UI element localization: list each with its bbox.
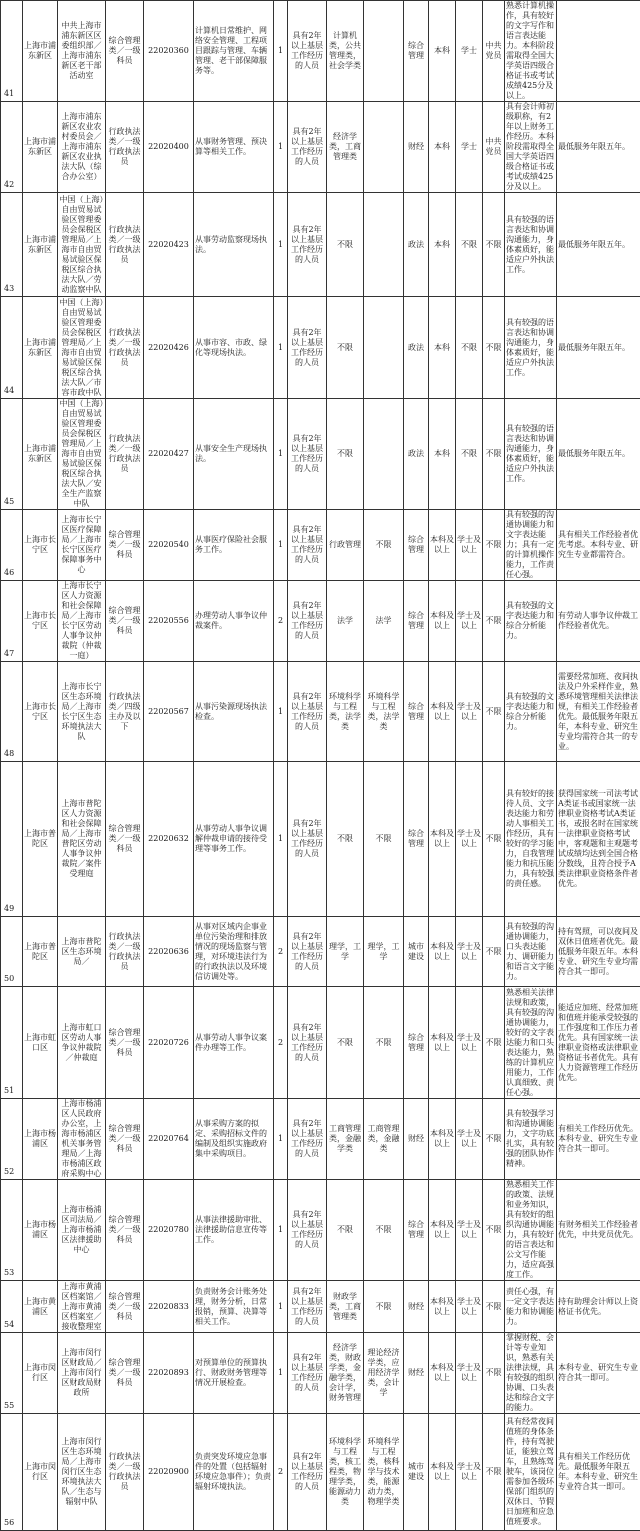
remarks: 持有驾照，可以夜间及双休日值班者优先。最低服务年限五年。本科专业、研究生专业均需符合其一即可。 [557,917,640,987]
position-number: 46 [1,510,23,581]
job-description: 从事劳动监察现场执法。 [194,193,274,297]
position-code: 22020400 [144,102,194,193]
degree: 学士及以上 [456,1414,483,1531]
undergraduate-major: 环境科学与工程类，核工程类，物理学类，能源动力类 [327,1414,364,1531]
experience-requirement: 具有2年以上基层工作经历的人员 [288,917,327,987]
job-description: 从事市容、市政、绿化等现场执法。 [194,297,274,399]
political-status: 中共党员 [483,1,505,102]
experience-requirement: 具有2年以上基层工作经历的人员 [288,1180,327,1281]
position-code: 22020780 [144,1180,194,1281]
education: 本科 [429,102,456,193]
position-code: 22020893 [144,1333,194,1414]
experience-requirement: 具有2年以上基层工作经历的人员 [288,762,327,917]
hire-count: 1 [274,1099,288,1180]
position-category: 行政执法类／一级行政执法员 [106,193,144,297]
remarks: 需要经常加班、夜间执法及户外采样作业，熟悉环境管理相关法律法规，有相关工作经验者优先。最低服务年限五年，本科专业、研究生专业均需符合其一的专业。 [557,662,640,762]
experience-requirement: 具有2年以上基层工作经历的人员 [288,1281,327,1333]
position-category: 综合管理类／一级科员 [106,510,144,581]
position-category: 综合管理类／一级科员 [106,1180,144,1281]
table-row [1,1,640,102]
exam-category: 综合管理 [404,762,429,917]
district: 上海市闵行区 [23,1333,58,1414]
position-number: 47 [1,581,23,662]
position-number: 51 [1,987,23,1099]
graduate-major: 环境科学与工程类，法学类 [364,662,404,762]
hire-count: 1 [274,1,288,102]
experience-requirement: 具有2年以上基层工作经历的人员 [288,581,327,662]
exam-category: 财经 [404,1281,429,1333]
graduate-major [364,399,404,510]
other-requirements: 熟悉相关法律法规和政策，具有较强的沟通协调能力，较好的文字表达能力和口头表达能力，熟练的计算机应用能力，工作认真细致、责任心强。 [505,987,557,1099]
remarks: 具有相关工作经验者优先考虑。本科专业、研究生专业都需符合。 [557,510,640,581]
experience-requirement: 具有2年以上基层工作经历的人员 [288,1,327,102]
position-number: 53 [1,1180,23,1281]
exam-category: 政法 [404,193,429,297]
graduate-major [364,1,404,102]
district: 上海市浦东新区 [23,1,58,102]
table-body [1,1,640,1531]
table-row [1,399,640,510]
experience-requirement: 具有2年以上基层工作经历的人员 [288,193,327,297]
job-description: 从事采购方案的拟定、采购招标文件的编制及组织实施政府集中采购项目。 [194,1099,274,1180]
exam-category: 财经 [404,1099,429,1180]
exam-category: 综合管理 [404,662,429,762]
graduate-major [364,193,404,297]
exam-category: 综合管理 [404,1180,429,1281]
district: 上海市虹口区 [23,987,58,1099]
education: 本科 [429,1,456,102]
other-requirements: 熟悉相关工作的政策、法规和业务知识，具有较好的组织沟通协调能力，具有较好的语言表达和公文写作能力，适应高强度工作。 [505,1180,557,1281]
education: 本科及以上 [429,1180,456,1281]
table-row [1,1281,640,1333]
political-status: 不限 [483,193,505,297]
political-status: 中共党员 [483,102,505,193]
hire-count: 1 [274,399,288,510]
education: 本科 [429,297,456,399]
job-description: 从事法律援助审批、法律援助信息宣传等工作。 [194,1180,274,1281]
exam-category: 综合管理 [404,510,429,581]
education: 本科及以上 [429,510,456,581]
political-status: 不限 [483,399,505,510]
position-number: 48 [1,662,23,762]
degree: 学士 [456,102,483,193]
table-row [1,1099,640,1180]
district: 上海市杨浦区 [23,1180,58,1281]
job-description: 从事对区域内企事业单位污染治理和排放情况的现场监察与管理，对环境违法行为的行政执法以及环境信访调处等。 [194,917,274,987]
remarks: 最低服务年限五年。 [557,193,640,297]
degree: 学士及以上 [456,1180,483,1281]
job-description: 负责突发环境应急事件的处置（包括辐射环境应急事件）；负责辐射环境执法。 [194,1414,274,1531]
position-category: 综合管理类／一级科员 [106,581,144,662]
graduate-major: 不限 [364,762,404,917]
position-code: 22020726 [144,987,194,1099]
table-row [1,581,640,662]
hire-count: 1 [274,297,288,399]
political-status: 不限 [483,1333,505,1414]
position-category: 行政执法类／一级行政执法员 [106,917,144,987]
hire-count: 1 [274,1180,288,1281]
job-description: 办理劳动人事争议仲裁案件。 [194,581,274,662]
other-requirements: 具有较强的语言表达和协调沟通能力，身体素质好，能适应户外执法工作。 [505,297,557,399]
exam-category: 政法 [404,297,429,399]
graduate-major: 环境科学与工程类，核科学与技术类，能源动力类，物理学类 [364,1414,404,1531]
department: 上海市黄浦区档案馆／上海市黄浦区档案室／接收整理室 [58,1281,106,1333]
job-description: 负责财务会计账务处理，财务分析，日常报销，预算、决算等相关工作。 [194,1281,274,1333]
position-category: 综合管理类／一级科员 [106,1333,144,1414]
political-status: 不限 [483,762,505,917]
degree: 学士及以上 [456,1099,483,1180]
district: 上海市浦东新区 [23,297,58,399]
other-requirements: 具有较强的语言表达和协调沟通能力，身体素质好，能适应户外执法工作。 [505,399,557,510]
undergraduate-major: 法学 [327,581,364,662]
political-status: 不限 [483,1414,505,1531]
position-code: 22020567 [144,662,194,762]
table-row [1,297,640,399]
position-number: 52 [1,1099,23,1180]
graduate-major: 工商管理类，金融类 [364,1099,404,1180]
table-row [1,762,640,917]
degree: 学士及以上 [456,510,483,581]
position-category: 综合管理类／一级科员 [106,1,144,102]
other-requirements: 具有经常夜间值班的身体条件，持有驾驶证，能独立驾车，且熟练驾驶车，该岗位需参加各级环保部门组织的双休日、节假日加班和应急值班要求。 [505,1414,557,1531]
other-requirements: 具有较强的语言表达和协调沟通能力，身体素质好，能适应户外执法工作。 [505,193,557,297]
degree: 不限 [456,193,483,297]
district: 上海市浦东新区 [23,399,58,510]
position-code: 22020636 [144,917,194,987]
experience-requirement: 具有2年以上基层工作经历的人员 [288,987,327,1099]
position-number: 45 [1,399,23,510]
district: 上海市普陀区 [23,762,58,917]
political-status: 不限 [483,1099,505,1180]
education: 本科及以上 [429,662,456,762]
undergraduate-major: 不限 [327,1180,364,1281]
position-code: 22020900 [144,1414,194,1531]
hire-count: 2 [274,987,288,1099]
undergraduate-major: 经济学类，工商管理类 [327,102,364,193]
table-row [1,1414,640,1531]
graduate-major [364,102,404,193]
undergraduate-major: 理学，工学 [327,917,364,987]
job-description: 对预算单位的预算执行、财政财务管理等情况开展检查。 [194,1333,274,1414]
remarks: 获得国家统一司法考试A类证书或国家统一法律职业资格考试A类证书，或报名时在国家统一法律职业资格考试中，客观题和主观题考试成绩均达到全国合格分数线，且符合授予A类法律职业资格条件者优先。 [557,762,640,917]
position-code: 22020426 [144,297,194,399]
table-row [1,1333,640,1414]
department: 上海市闵行区生态环境局／上海市闵行区生态环境执法大队／生态与辐射中队 [58,1414,106,1531]
table-row [1,662,640,762]
degree: 不限 [456,399,483,510]
political-status: 不限 [483,1180,505,1281]
undergraduate-major: 计算机类，公共管理类，社会学类 [327,1,364,102]
undergraduate-major: 不限 [327,297,364,399]
experience-requirement: 具有2年以上基层工作经历的人员 [288,1333,327,1414]
department: 中国（上海）自由贸易试验区管理委员会保税区管理局／上海市自由贸易试验区保税区综合执法大队／市容市政中队 [58,297,106,399]
remarks: 有劳动人事争议仲裁工作经验者优先。 [557,581,640,662]
district: 上海市浦东新区 [23,102,58,193]
degree: 学士及以上 [456,917,483,987]
position-code: 22020632 [144,762,194,917]
position-number: 42 [1,102,23,193]
department: 中共上海市浦东新区区委组织部／上海市浦东新区老干部活动室 [58,1,106,102]
job-description: 从事医疗保险社会服务工作。 [194,510,274,581]
other-requirements: 具有会计师初级职称，有2年以上财务工作经历。本科阶段需取得全国大学英语四级合格证书或考试成绩425分及以上。 [505,102,557,193]
department: 中国（上海）自由贸易试验区管理委员会保税区管理局／上海市自由贸易试验区保税区综合执法大队／劳动监察中队 [58,193,106,297]
graduate-major: 不限 [364,1180,404,1281]
district: 上海市长宁区 [23,662,58,762]
position-number: 41 [1,1,23,102]
other-requirements: 具有较强的沟通协调能力，口头表达能力、调研能力和语言文字能力。 [505,917,557,987]
department: 上海市普陀区人力资源和社会保障局／上海市普陀区劳动人事争议仲裁院／案件受理庭 [58,762,106,917]
job-description: 从事劳动人事争议调解仲裁申请的接待受理等事务工作。 [194,762,274,917]
hire-count: 1 [274,1333,288,1414]
education: 本科及以上 [429,1333,456,1414]
position-category: 综合管理类／一级科员 [106,987,144,1099]
exam-category: 城市建设 [404,1414,429,1531]
exam-category: 财经 [404,102,429,193]
undergraduate-major: 不限 [327,762,364,917]
department: 上海市虹口区劳动人事争议仲裁院／仲裁庭 [58,987,106,1099]
political-status: 不限 [483,987,505,1099]
district: 上海市普陀区 [23,917,58,987]
table-row [1,193,640,297]
remarks: 最低服务年限五年。 [557,399,640,510]
remarks: 能适应加班、经常加班和值班并能承受较强的工作强度和工作压力者优先。具有国家统一法律职业资格或法律职业资格证书者优先。具有人力资源管理工作经历优先。 [557,987,640,1099]
degree: 学士及以上 [456,1333,483,1414]
other-requirements: 具有较强的文字表达能力和综合分析能力。 [505,581,557,662]
degree: 学士及以上 [456,1281,483,1333]
undergraduate-major: 财政学类，工商管理类 [327,1281,364,1333]
experience-requirement: 具有2年以上基层工作经历的人员 [288,399,327,510]
exam-category: 综合管理 [404,987,429,1099]
job-description: 从事劳动人事争议案件办理等工作。 [194,987,274,1099]
table-row [1,987,640,1099]
position-category: 行政执法类／四级主办及以下 [106,662,144,762]
department: 上海市长宁区人力资源和社会保障局／上海市长宁区劳动人事争议仲裁院（仲裁一庭） [58,581,106,662]
graduate-major [364,297,404,399]
position-category: 行政执法类／一级行政执法员 [106,399,144,510]
experience-requirement: 具有2年以上基层工作经历的人员 [288,1414,327,1531]
table-row [1,917,640,987]
district: 上海市浦东新区 [23,193,58,297]
district: 上海市杨浦区 [23,1099,58,1180]
undergraduate-major: 经济学类，财政学类，金融学类，会计学，财务管理 [327,1333,364,1414]
hire-count: 1 [274,193,288,297]
exam-category: 综合管理 [404,1,429,102]
remarks: 有财务相关工作经验者优先，中共党员优先。 [557,1180,640,1281]
job-description: 从事财务管理、预决算等相关工作。 [194,102,274,193]
remarks: 最低服务年限五年。 [557,297,640,399]
degree: 学士 [456,1,483,102]
degree: 不限 [456,297,483,399]
other-requirements: 具有较好的接待人员、文字表达能力和劳动人事相关工作经历，具有较好的学习能力，自我管理能力和抗压能力，具有较强的责任感。 [505,762,557,917]
hire-count: 1 [274,510,288,581]
department: 上海市浦东新区农业农村委员会／上海市浦东新区农业执法大队（综合办公室） [58,102,106,193]
graduate-major: 理论经济学类，应用经济学类，会计学 [364,1333,404,1414]
hire-count: 1 [274,762,288,917]
degree: 学士及以上 [456,987,483,1099]
experience-requirement: 具有2年以上基层工作经历的人员 [288,662,327,762]
exam-category: 财经 [404,1333,429,1414]
department: 上海市杨浦区司法局／上海市杨浦区法律援助中心 [58,1180,106,1281]
political-status: 不限 [483,1281,505,1333]
department: 上海市长宁区生态环境局／上海市长宁区生态环境执法大队 [58,662,106,762]
degree: 学士及以上 [456,581,483,662]
education: 本科及以上 [429,762,456,917]
hire-count: 2 [274,1414,288,1531]
position-number: 55 [1,1333,23,1414]
position-code: 22020360 [144,1,194,102]
remarks: 有相关工作经历优先。本科专业、研究生专业符合其一即可。 [557,1099,640,1180]
position-code: 22020540 [144,510,194,581]
department: 中国（上海）自由贸易试验区管理委员会保税区管理局／上海市自由贸易试验区保税区综合执法大队／安全生产监察中队 [58,399,106,510]
undergraduate-major: 工商管理类，金融学类 [327,1099,364,1180]
other-requirements: 具有较强的沟通协调能力和文字表达能力；具有一定的计算机操作能力，工作责任心强。 [505,510,557,581]
department: 上海市普陀区生态环境局／ [58,917,106,987]
position-code: 22020764 [144,1099,194,1180]
experience-requirement: 具有2年以上基层工作经历的人员 [288,1099,327,1180]
position-category: 行政执法类／一级行政执法员 [106,102,144,193]
other-requirements: 熟悉计算机操作，具有较好的文字写作和语言表达能力。本科阶段需取得全国大学英语四级合格证书或考试成绩425分及以上。 [505,1,557,102]
job-description: 从事安全生产现场执法。 [194,399,274,510]
hire-count: 2 [274,917,288,987]
graduate-major: 不限 [364,1281,404,1333]
department: 上海市杨浦区人民政府办公室，上海市杨浦区机关事务管理局／上海市杨浦区政府采购中心 [58,1099,106,1180]
exam-category: 政法 [404,399,429,510]
district: 上海市闵行区 [23,1414,58,1531]
education: 本科及以上 [429,1099,456,1180]
education: 本科 [429,193,456,297]
hire-count: 2 [274,581,288,662]
other-requirements: 具有较强学习和沟通协调能力，文字功底扎实，具有较强的团队协作精神。 [505,1099,557,1180]
hire-count: 1 [274,102,288,193]
education: 本科 [429,399,456,510]
remarks: 持有助理会计师以上资格证书优先。 [557,1281,640,1333]
table-row [1,102,640,193]
graduate-major: 不限 [364,987,404,1099]
position-code: 22020833 [144,1281,194,1333]
position-category: 行政执法类／一级行政执法员 [106,297,144,399]
district: 上海市黄浦区 [23,1281,58,1333]
position-category: 综合管理类／一级科员 [106,1281,144,1333]
graduate-major: 不限 [364,510,404,581]
education: 本科及以上 [429,987,456,1099]
education: 本科及以上 [429,581,456,662]
department: 上海市长宁区医疗保障局／上海市长宁区医疗保障事务中心 [58,510,106,581]
political-status: 不限 [483,581,505,662]
position-number: 56 [1,1414,23,1531]
job-description: 计算机日常维护、网络安全管理、工程项目跟踪与管理、车辆管理、老干部保障服务等。 [194,1,274,102]
undergraduate-major: 环境科学与工程类，法学类 [327,662,364,762]
position-number: 43 [1,193,23,297]
table-row [1,510,640,581]
experience-requirement: 具有2年以上基层工作经历的人员 [288,510,327,581]
hire-count: 1 [274,662,288,762]
position-category: 综合管理类／一级科员 [106,762,144,917]
experience-requirement: 具有2年以上基层工作经历的人员 [288,297,327,399]
education: 本科及以上 [429,1414,456,1531]
political-status: 不限 [483,917,505,987]
position-code: 22020556 [144,581,194,662]
undergraduate-major: 不限 [327,987,364,1099]
political-status: 不限 [483,510,505,581]
political-status: 不限 [483,297,505,399]
undergraduate-major: 不限 [327,399,364,510]
undergraduate-major: 行政管理 [327,510,364,581]
graduate-major: 理学，工学 [364,917,404,987]
table-row [1,1180,640,1281]
position-category: 综合管理类／一级科员 [106,1099,144,1180]
exam-category: 城市建设 [404,917,429,987]
education: 本科及以上 [429,917,456,987]
experience-requirement: 具有2年以上基层工作经历的人员 [288,102,327,193]
job-description: 从事污染源现场执法检查。 [194,662,274,762]
district: 上海市长宁区 [23,510,58,581]
degree: 学士及以上 [456,662,483,762]
position-number: 44 [1,297,23,399]
degree: 学士及以上 [456,762,483,917]
position-code: 22020423 [144,193,194,297]
district: 上海市长宁区 [23,581,58,662]
position-code: 22020427 [144,399,194,510]
position-number: 54 [1,1281,23,1333]
remarks [557,1,640,102]
exam-category: 综合管理 [404,581,429,662]
undergraduate-major: 不限 [327,193,364,297]
position-number: 49 [1,762,23,917]
other-requirements: 掌握财税、会计等专业知识，熟悉有关法律法规，具有较强的组织协调、口头表达和综合文字的能力。 [505,1333,557,1414]
remarks: 本科专业、研究生专业符合其一即可。 [557,1333,640,1414]
department: 上海市闵行区财政局／上海市闵行区财政局财政所 [58,1333,106,1414]
position-category: 行政执法类／一级行政执法员 [106,1414,144,1531]
other-requirements: 责任心强，有一定文字表达能力和协调能力。 [505,1281,557,1333]
education: 本科及以上 [429,1281,456,1333]
graduate-major: 法学 [364,581,404,662]
other-requirements: 具有较强的文字表达能力和综合分析能力。 [505,662,557,762]
position-number: 50 [1,917,23,987]
hire-count: 1 [274,1281,288,1333]
remarks: 具有相关工作经历优先。最低服务年限五年。本科专业、研究生专业符合其一即可。 [557,1414,640,1531]
political-status: 不限 [483,662,505,762]
remarks: 最低服务年限五年。 [557,102,640,193]
